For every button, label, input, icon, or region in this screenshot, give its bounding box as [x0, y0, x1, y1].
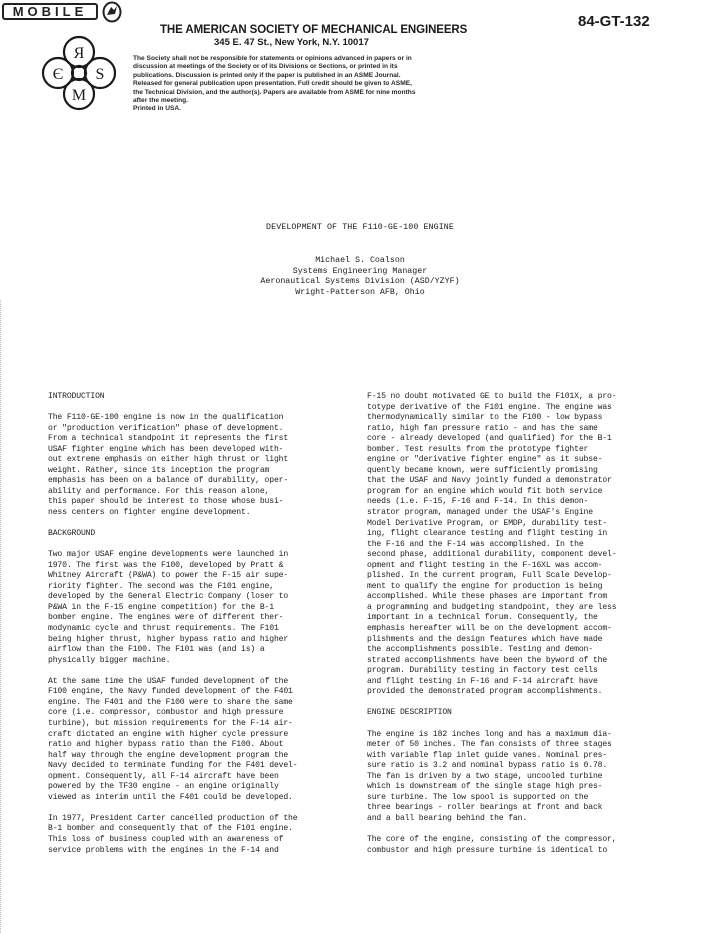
- text-line: ratio and higher bypass ratio than the F100. About: [48, 740, 284, 750]
- text-line: ability and performance. For this reason alone,: [48, 486, 270, 496]
- text-line: out extreme emphasis on either high thrust or light: [48, 455, 289, 465]
- text-line: ratio, high fan pressure ratio - and has the same: [367, 423, 598, 433]
- text-line: viewed as interim until the F401 could be developed.: [48, 792, 293, 802]
- text-line: being higher thrust, higher bypass ratio and higher: [48, 634, 289, 644]
- disclaimer-line: discussion at meetings of the Society or of its Divisions or Sections, or printed in its: [133, 63, 398, 71]
- text-line: core - already developed (and qualified) for the B-1: [367, 434, 612, 444]
- disclaimer-line: publications. Discussion is printed only if the paper is published in an ASME Journal.: [133, 71, 401, 79]
- text-line: This loss of business coupled with an awareness of: [48, 834, 284, 844]
- text-line: needs (i.e. F-15, F-16 and F-14. In this demon-: [367, 497, 589, 507]
- text-line: powered by the TF30 engine - an engine originally: [48, 782, 279, 792]
- text-line: quently became known, were sufficiently promising: [367, 465, 598, 475]
- text-line: strated accomplishments have been the byword of the: [367, 655, 608, 665]
- text-line: Two major USAF engine developments were launched in: [48, 550, 289, 560]
- text-line: sure ratio is 3.2 and nominal bypass ratio is 0.78.: [367, 761, 608, 771]
- text-line: USAF fighter engine which has been developed with-: [48, 444, 284, 454]
- text-line: opment and flight testing in the F-16XL was accom-: [367, 560, 603, 570]
- author-division: Aeronautical Systems Division (ASD/YZYF): [260, 277, 460, 286]
- text-line: this paper should be interest to those whose busi-: [48, 497, 284, 507]
- paragraph-gap: [48, 403, 338, 414]
- asme-emblem-icon: [36, 30, 122, 116]
- text-line: emphasis hereafter will be on the development accom-: [367, 624, 612, 634]
- paragraph-gap: [367, 698, 657, 709]
- text-line: Navy decided to terminate funding for the F401 devel-: [48, 761, 298, 771]
- text-line: the accomplishments possible. Testing and demon-: [367, 645, 593, 655]
- text-line: with variable flap inlet guide vanes. Nominal pres-: [367, 750, 608, 760]
- text-line: half way through the engine development program the: [48, 750, 289, 760]
- right-column: [367, 392, 657, 856]
- text-line: sure turbine. The low spool is supported on the: [367, 792, 589, 802]
- text-line: The core of the engine, consisting of the compressor,: [367, 834, 617, 844]
- text-line: that the USAF and Navy jointly funded a demonstrator: [367, 476, 612, 486]
- disclaimer-line: Printed in USA.: [133, 105, 181, 113]
- text-line: and a ball bearing behind the fan.: [367, 813, 528, 823]
- scan-edge-mark: [0, 300, 3, 933]
- text-line: meter of 50 inches. The fan consists of three stages: [367, 740, 612, 750]
- mobile-stamp: [0, 0, 122, 26]
- text-line: modynamic cycle and thrust requirements. The F101: [48, 624, 279, 634]
- text-line: program for an engine which would fit both service: [367, 486, 603, 496]
- text-line: developed by the General Electric Company (loser to: [48, 592, 289, 602]
- pegasus-logo-icon: [102, 1, 122, 23]
- paragraph-gap: [48, 803, 338, 814]
- author-name: Michael S. Coalson: [315, 256, 405, 265]
- section-heading: ENGINE DESCRIPTION: [367, 708, 452, 718]
- text-line: combustor and high pressure turbine is identical to: [367, 845, 608, 855]
- emblem-letter-bottom: M: [71, 87, 87, 104]
- text-line: bomber engine. The engines were of different ther-: [48, 613, 284, 623]
- text-line: service problems with the engines in the F-14 and: [48, 845, 279, 855]
- text-line: thermodynamically similar to the F100 - low bypass: [367, 413, 603, 423]
- text-line: The F110-GE-100 engine is now in the qualification: [48, 413, 284, 423]
- text-line: engine. The F401 and the F100 were to share the same: [48, 697, 293, 707]
- society-address: 345 E. 47 St., New York, N.Y. 10017: [214, 37, 369, 48]
- disclaimer-line: The Society shall not be responsible for statements or opinions advanced in papers or in: [133, 55, 412, 62]
- text-line: provided the demonstrated program accomplishments.: [367, 687, 603, 697]
- text-line: riority fighter. The second was the F101 engine,: [48, 581, 274, 591]
- disclaimer-line: the Technical Division, and the author(s). Papers are available from ASME for nine months: [133, 88, 416, 96]
- disclaimer-line: after the meeting.: [133, 97, 188, 105]
- mobile-stamp-text: MOBILE: [2, 3, 98, 20]
- society-name: THE AMERICAN SOCIETY OF MECHANICAL ENGINEERS: [160, 24, 468, 36]
- emblem-letter-top: Я: [73, 45, 85, 62]
- text-line: opment. Consequently, all F-14 aircraft have been: [48, 771, 279, 781]
- paragraph-gap: [48, 666, 338, 677]
- emblem-letter-right: S: [95, 66, 105, 83]
- text-line: three bearings - roller bearings at front and back: [367, 803, 603, 813]
- text-line: ment to qualify the engine for production is being: [367, 581, 603, 591]
- paragraph-gap: [48, 540, 338, 551]
- paper-title: DEVELOPMENT OF THE F110-GE-100 ENGINE: [266, 223, 454, 232]
- text-line: weight. Rather, since its inception the program: [48, 465, 270, 475]
- text-line: bomber. Test results from the prototype fighter: [367, 444, 589, 454]
- text-line: ness centers on fighter engine development.: [48, 508, 251, 518]
- text-line: which is downstream of the single stage high pres-: [367, 782, 603, 792]
- author-position: Systems Engineering Manager: [292, 266, 428, 276]
- text-line: F100 engine, the Navy funded development of the F401: [48, 687, 293, 697]
- text-line: core (i.e. compressor, combustor and high pressure: [48, 708, 284, 718]
- paragraph-gap: [367, 824, 657, 835]
- text-line: Whitney Aircraft (P&WA) to power the F-15 air supe-: [48, 571, 289, 581]
- text-line: The fan is driven by a two stage, uncooled turbine: [367, 771, 603, 781]
- disclaimer-line: Released for general publication upon presentation. Full credit should be given to ASME,: [133, 80, 412, 88]
- text-line: and flight testing in F-16 and F-14 aircraft have: [367, 676, 598, 686]
- text-line: ing, flight clearance testing and flight testing in: [367, 529, 608, 539]
- text-line: important in a technical forum. Consequently, the: [367, 613, 598, 623]
- text-line: a programming and budgeting standpoint, they are less: [367, 602, 617, 612]
- section-heading: INTRODUCTION: [48, 392, 105, 401]
- text-line: At the same time the USAF funded development of the: [48, 676, 289, 686]
- section-heading: BACKGROUND: [48, 529, 96, 539]
- text-line: program. Durability testing in factory test cells: [367, 666, 598, 676]
- text-line: Model Derivative Program, or EMDP, durability test-: [367, 518, 608, 528]
- text-line: strator program, managed under the USAF's Engine: [367, 508, 593, 518]
- text-line: From a technical standpoint it represents the first: [48, 434, 289, 444]
- text-line: plished. In the current program, Full Scale Develop-: [367, 571, 612, 581]
- text-line: In 1977, President Carter cancelled production of the: [48, 813, 298, 823]
- author-location: Wright-Patterson AFB, Ohio: [295, 287, 425, 297]
- paragraph-gap: [367, 719, 657, 730]
- text-line: airflow than the F100. The F101 was (and is) a: [48, 645, 265, 655]
- text-line: B-1 bomber and consequently that of the F101 engine.: [48, 824, 293, 834]
- text-line: second phase, additional durability, component devel-: [367, 550, 617, 560]
- paper-number: 84-GT-132: [578, 13, 650, 30]
- text-line: P&WA in the F-15 engine competition) for the B-1: [48, 602, 274, 612]
- text-line: emphasis has been on a balance of durability, oper-: [48, 476, 289, 486]
- text-line: F-15 no doubt motivated GE to build the F101X, a pro-: [367, 392, 617, 401]
- text-line: craft dictated an engine with higher cycle pressure: [48, 729, 289, 739]
- text-line: The engine is 182 inches long and has a maximum dia-: [367, 729, 612, 739]
- text-line: totype derivative of the F101 engine. The engine was: [367, 402, 612, 412]
- text-line: 1970. The first was the F100, developed by Pratt &: [48, 560, 284, 570]
- text-line: the F-16 and the F-14 was accomplished. In the: [367, 539, 584, 549]
- text-line: accomplished. While these phases are important from: [367, 592, 608, 602]
- paragraph-gap: [48, 519, 338, 530]
- text-line: physically bigger machine.: [48, 655, 171, 665]
- disclaimer: [133, 55, 453, 114]
- author-block: [0, 256, 720, 298]
- text-line: engine or "derivative fighter engine" as it subse-: [367, 455, 603, 465]
- text-line: or "production verification" phase of development.: [48, 423, 284, 433]
- text-line: plishments and the design features which have made: [367, 634, 603, 644]
- left-column: [48, 392, 338, 856]
- emblem-letter-left: Є: [52, 66, 64, 83]
- text-line: turbine), but mission requirements for the F-14 air-: [48, 718, 293, 728]
